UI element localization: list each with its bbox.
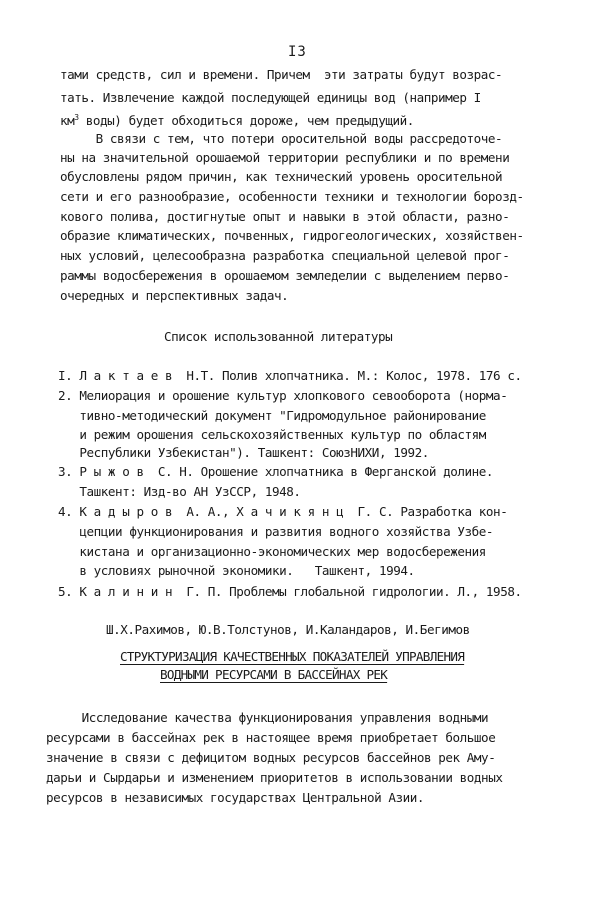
paragraph-2-line: кового полива, достигнутые опыт и навыки в этой области, разно- (60, 209, 510, 224)
unit-superscript: 3 (74, 113, 79, 122)
reference-line: кистана и организационно-экономических мер водосбережения (58, 544, 486, 559)
references-heading: Список использованной литературы (164, 329, 393, 344)
paragraph-1-line-3-text: воды) будет обходиться дороже, чем предыдущий. (78, 113, 414, 128)
paragraph-2-line: образие климатических, почвенных, гидрогеологических, хозяйствен- (60, 228, 524, 243)
reference-line: в условиях рыночной экономики. Ташкент, 1994. (58, 563, 415, 578)
article-title-line-2: ВОДНЫМИ РЕСУРСАМИ В БАССЕЙНАХ РЕК (160, 667, 388, 682)
article-title-line-1: СТРУКТУРИЗАЦИЯ КАЧЕСТВЕННЫХ ПОКАЗАТЕЛЕЙ УПРАВЛЕНИЯ (120, 649, 465, 664)
reference-line: Ташкент: Изд-во АН УзССР, 1948. (58, 484, 301, 499)
paragraph-2-line: В связи с тем, что потери оросительной воды рассредоточе- (60, 131, 503, 146)
reference-line: цепции функционирования и развития водного хозяйства Узбе- (58, 524, 494, 539)
paragraph-2-line: ных условий, целесообразна разработка специальной целевой прог- (60, 248, 510, 263)
paragraph-2-line: сети и его разнообразие, особенности техники и технологии борозд- (60, 189, 524, 204)
paragraph-2-line: очередных и перспективных задач. (60, 288, 289, 303)
paragraph-2-line: раммы водосбережения в орошаемом земледелии с выделением перво- (60, 268, 510, 283)
reference-line: I. Л а к т а е в Н.Т. Полив хлопчатника. М.: Колос, 1978. 176 с. (58, 368, 522, 383)
article-body-line: Исследование качества функционирования управления водными (46, 710, 489, 725)
reference-line: 5. К а л и н и н Г. П. Проблемы глобальной гидрологии. Л., 1958. (58, 584, 522, 599)
reference-line: 4. К а д ы р о в А. А., Х а ч и к я н ц Г. С. Разработка кон- (58, 504, 508, 519)
paragraph-1-line-1: тами средств, сил и времени. Причем эти затраты будут возрас- (60, 67, 503, 82)
paragraph-2-line: ны на значительной орошаемой территории республики и по времени (60, 150, 510, 165)
reference-line: тивно-методический документ "Гидромодульное районирование (58, 408, 486, 423)
unit-km: км (60, 113, 75, 128)
reference-line: Республики Узбекистан"). Ташкент: СоюзНИХИ, 1992. (58, 445, 429, 460)
article-body-line: ресурсов в независимых государствах Центральной Азии. (46, 790, 425, 805)
paragraph-1-line-3 (60, 113, 414, 129)
paragraph-2-line: обусловлены рядом причин, как технический уровень оросительной (60, 169, 503, 184)
page-number: I3 (288, 44, 307, 60)
reference-line: 3. Р ы ж о в С. Н. Орошение хлопчатника в Ферганской долине. (58, 464, 494, 479)
article-body-line: ресурсами в бассейнах рек в настоящее время приобретает большое (46, 730, 496, 745)
article-body-line: значение в связи с дефицитом водных ресурсов бассейнов рек Аму- (46, 750, 496, 765)
paragraph-1-line-2: тать. Извлечение каждой последующей единицы вод (например I (60, 90, 481, 105)
reference-line: 2. Мелиорация и орошение культур хлопкового севооборота (норма- (58, 388, 508, 403)
article-body-line: дарьи и Сырдарьи и изменением приоритетов в использовании водных (46, 770, 503, 785)
article-authors: Ш.Х.Рахимов, Ю.В.Толстунов, И.Каландаров, И.Бегимов (106, 622, 470, 637)
reference-line: и режим орошения сельскохозяйственных культур по областям (58, 427, 486, 442)
